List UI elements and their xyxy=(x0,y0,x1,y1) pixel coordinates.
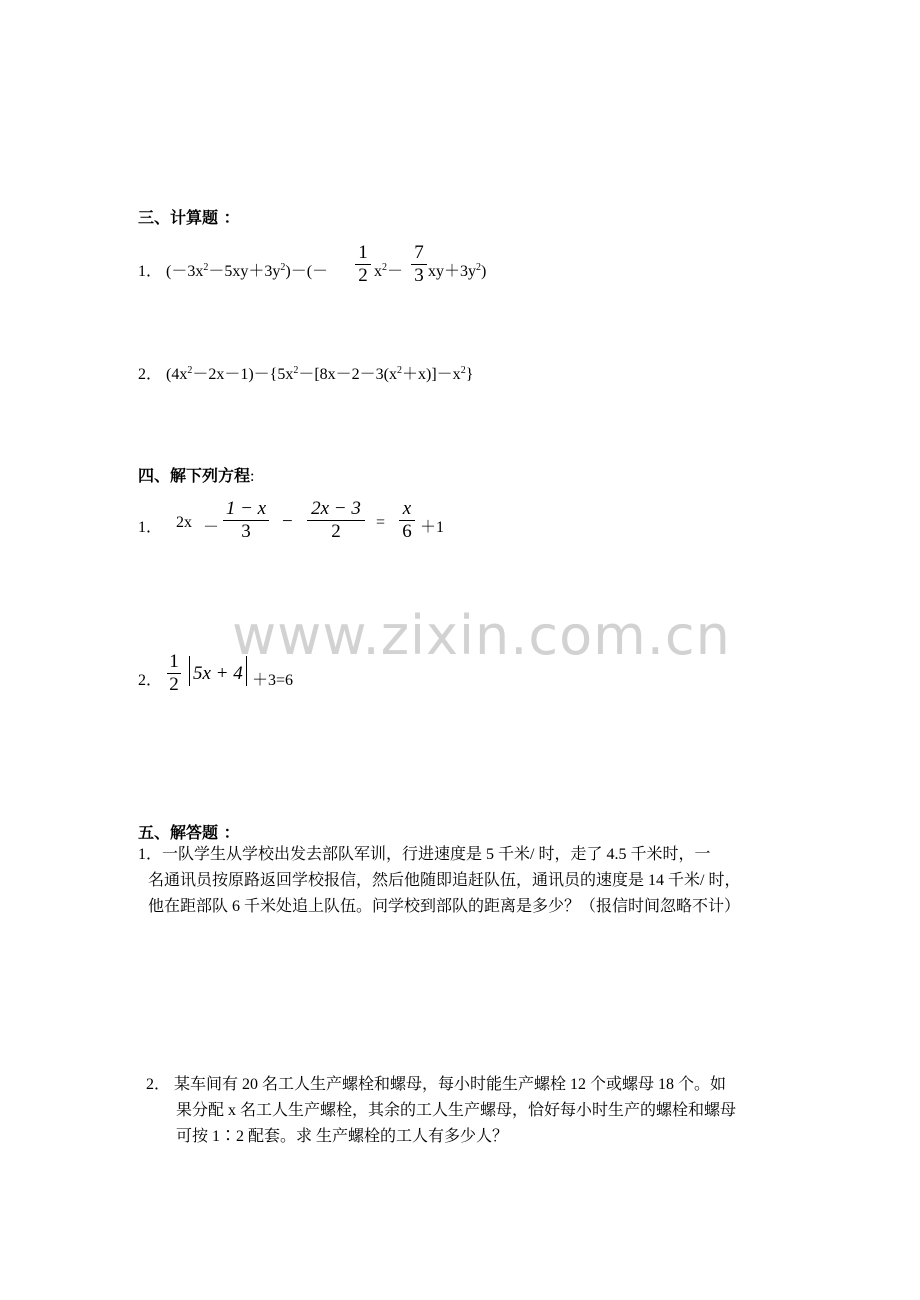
question-text-line: 他在距部队 6 千米处追上队伍。问学校到部队的距离是多少？（报信时间忽略不计） xyxy=(148,898,741,915)
absolute-value-inner: 5x + 4 xyxy=(193,663,243,684)
expression-text: $(-3x^2-5xy+3y^2)-(-$ xyxy=(166,262,329,280)
expression-text: $xy+3y^2$) xyxy=(428,262,487,280)
expression-text: $x^2-$ xyxy=(374,262,404,280)
section-3-title: 三、计算题 ： xyxy=(138,208,240,227)
fraction-x-over-6: x 6 xyxy=(398,498,416,543)
absolute-value-bar-right xyxy=(246,656,247,686)
question-text-line: 可按 1∶2 配套。求 生产螺栓的工人有多少人？ xyxy=(176,1128,509,1145)
equation-tail: ＋1 xyxy=(420,519,445,536)
minus-sign: － xyxy=(203,519,220,536)
question-text-line: 1．一队学生从学校出发去部队军训，行进速度是 5 千米/ 时，走了 4.5 千米时，一 xyxy=(138,846,711,863)
fraction-1-minus-x-over-3: 1 − x 3 xyxy=(222,498,270,543)
equation-tail: ＋3=6 xyxy=(252,672,294,689)
question-text-line: 2． 某车间有 20 名工人生产螺栓和螺母，每小时能生产螺栓 12 个或螺母 18 个。如 xyxy=(146,1076,727,1093)
absolute-value-bar-left xyxy=(189,656,190,686)
expression-text: $(4x^2-2x-1)-\{5x^2-[8x-2-3(x^2+x)]-x^2\}$ xyxy=(166,365,474,383)
section-4-title: 四、解下列方程: xyxy=(138,466,255,485)
question-number: 2． xyxy=(138,366,163,383)
watermark: www.zixin.com.cn xyxy=(232,604,731,667)
question-text-line: 名通讯员按原路返回学校报信，然后他随即追赶队伍，通讯员的速度是 14 千米/ 时， xyxy=(148,872,741,889)
question-number: 1． xyxy=(138,519,163,536)
question-text-line: 果分配 x 名工人生产螺栓，其余的工人生产螺母，恰好每小时生产的螺栓和螺母 xyxy=(176,1102,737,1119)
fraction-2x-minus-3-over-2: 2x − 3 2 xyxy=(306,498,366,543)
fraction-seven-thirds: 7 3 xyxy=(410,242,428,287)
question-number: 2． xyxy=(138,672,163,689)
equation-lead: 2x xyxy=(176,514,192,531)
question-number: 1． xyxy=(138,263,163,280)
fraction-one-half: 1 2 xyxy=(354,242,372,287)
minus-sign: − xyxy=(282,511,293,532)
section-5-title: 五、解答题 ： xyxy=(138,823,240,842)
fraction-one-half: 1 2 xyxy=(166,651,182,696)
equals-sign: = xyxy=(376,514,386,531)
